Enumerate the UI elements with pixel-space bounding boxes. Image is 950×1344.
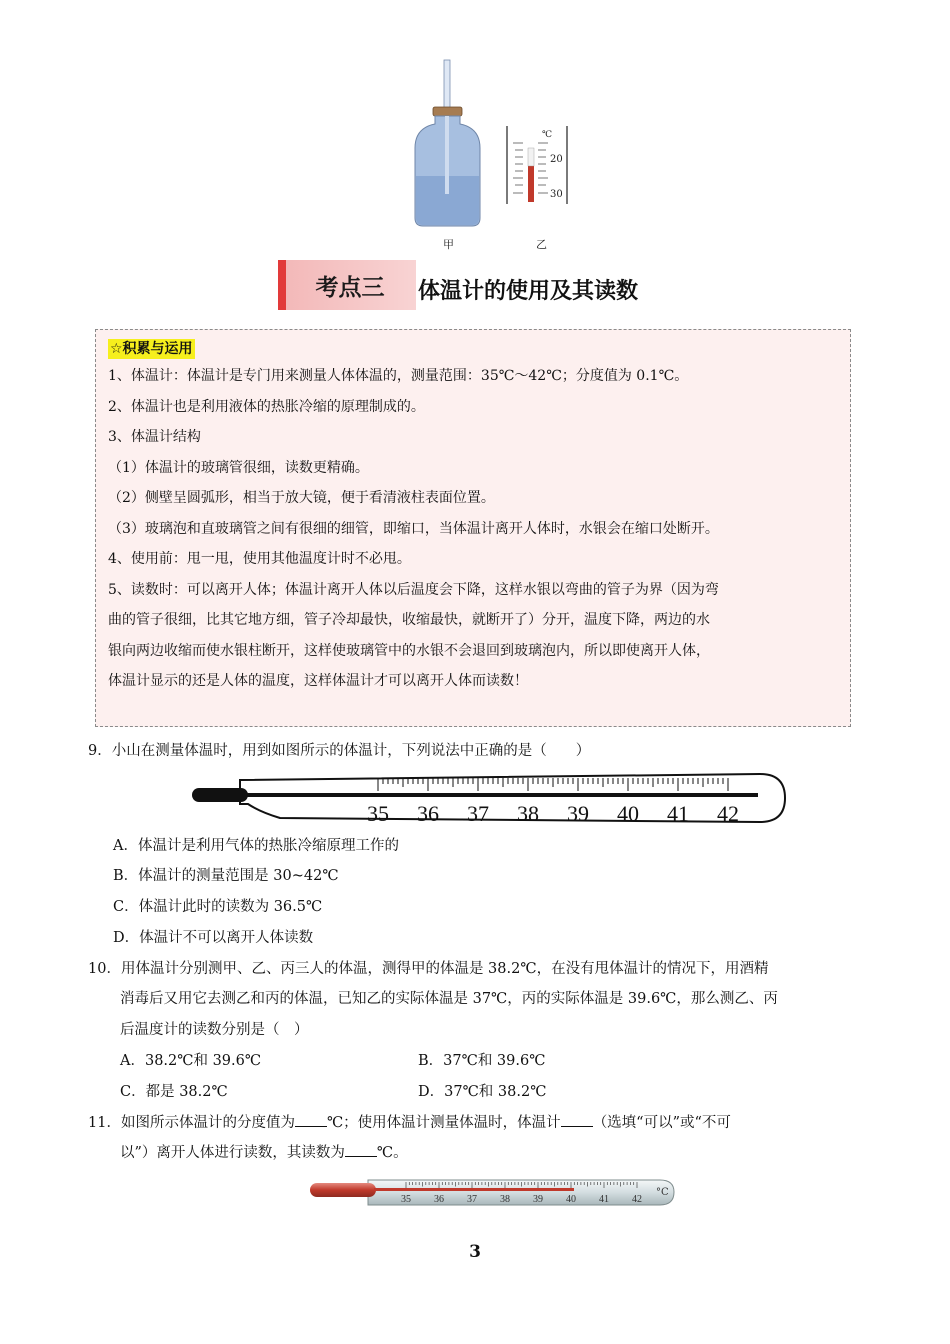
scale-label: 37 — [467, 1194, 477, 1205]
scale-label: 40 — [566, 1194, 576, 1205]
q9-option-a[interactable]: A．体温计是利用气体的热胀冷缩原理工作的 — [113, 838, 399, 854]
section-header — [278, 260, 698, 312]
knowledge-line-5: （2）侧壁呈圆弧形，相当于放大镜，便于看清液柱表面位置。 — [108, 490, 495, 506]
q10-option-c[interactable]: C．都是 38.2℃ — [120, 1084, 228, 1100]
q10-option-d[interactable]: D．37℃和 38.2℃ — [418, 1084, 547, 1100]
q10-stem-line1: 10．用体温计分别测甲、乙、丙三人的体温，测得甲的体温是 38.2℃，在没有甩体温计的情况下，用酒精 — [88, 961, 769, 977]
scale-label: 38 — [500, 1194, 510, 1205]
knowledge-line-1: 1、体温计：体温计是专门用来测量人体体温的，测量范围：35℃～42℃；分度值为 0.1℃。 — [108, 368, 689, 384]
q11-text-2b: ℃。 — [376, 1145, 408, 1161]
q9-option-b[interactable]: B．体温计的测量范围是 30~42℃ — [113, 868, 339, 884]
knowledge-line-6: （3）玻璃泡和直玻璃管之间有很细的细管，即缩口，当体温计离开人体时，水银会在缩口处断开。 — [108, 520, 719, 537]
clinical-thermometer-figure — [190, 768, 788, 828]
scale-label: 36 — [434, 1194, 444, 1205]
q9-option-d[interactable]: D．体温计不可以离开人体读数 — [113, 930, 314, 946]
knowledge-para5-line4: 体温计显示的还是人体的温度，这样体温计才可以离开人体而读数！ — [108, 673, 528, 689]
scale-label: 42 — [717, 801, 739, 826]
knowledge-line-3: 3、体温计结构 — [108, 429, 201, 445]
scale-label: 35 — [401, 1194, 411, 1205]
knowledge-para5-line2: 曲的管子很细，比其它地方细，管子冷却最快，收缩最快，就断开了）分开，温度下降，两边的水 — [108, 612, 710, 628]
scale-30: 30 — [550, 189, 563, 200]
knowledge-para5-line3: 银向两边收缩而使水银柱断开，这样使玻璃管中的水银不会退回到玻璃泡内，所以即使离开人体， — [108, 642, 710, 659]
knowledge-line-7: 4、使用前：甩一甩，使用其他温度计时不必甩。 — [108, 551, 411, 567]
knowledge-para5-line1: 5、读数时：可以离开人体；体温计离开人体以后温度会下降，这样水银以弯曲的管子为界（因为弯 — [108, 581, 719, 598]
knowledge-line-2: 2、体温计也是利用液体的热胀冷缩的原理制成的。 — [108, 398, 425, 415]
scale-20: 20 — [550, 154, 563, 165]
label-yi: 乙 — [536, 238, 547, 251]
q9-stem: 9．小山在测量体温时，用到如图所示的体温计，下列说法中正确的是（ ） — [88, 743, 591, 759]
q11-text-1c: （选填“可以”或“不可 — [592, 1115, 731, 1131]
scale-label: 35 — [367, 801, 389, 826]
q11-stem-line1 — [88, 1112, 731, 1134]
q10-option-b[interactable]: B．37℃和 39.6℃ — [418, 1053, 546, 1069]
scale-label: 40 — [617, 801, 639, 826]
scale-unit: ℃ — [542, 130, 553, 140]
q11-blank-3[interactable] — [345, 1142, 377, 1157]
knowledge-box — [95, 329, 851, 727]
scale-label: 36 — [417, 801, 439, 826]
thermo2-unit: °C — [656, 1187, 669, 1198]
q11-text-1a: 11．如图所示体温计的分度值为 — [88, 1115, 295, 1131]
q11-stem-line2 — [120, 1142, 408, 1164]
q10-stem-line2: 消毒后又用它去测乙和丙的体温，已知乙的实际体温是 37℃，丙的实际体温是 39.6℃，那么测乙、丙 — [120, 991, 778, 1007]
page-number: 3 — [469, 1242, 481, 1262]
scale-label: 39 — [567, 801, 589, 826]
knowledge-title: ☆积累与运用 — [110, 341, 193, 357]
scale-label: 41 — [599, 1194, 609, 1205]
label-jia: 甲 — [443, 238, 454, 251]
scale-label: 42 — [632, 1194, 642, 1205]
scale-label: 37 — [467, 801, 489, 826]
section-tag: 考点三 — [278, 260, 416, 310]
bottle-thermometer-figure — [405, 58, 585, 253]
scale-label: 38 — [517, 801, 539, 826]
q11-blank-2[interactable] — [561, 1112, 593, 1127]
color-thermometer-figure — [308, 1175, 678, 1211]
scale-label: 41 — [667, 801, 689, 826]
q10-option-a[interactable]: A．38.2℃和 39.6℃ — [120, 1053, 262, 1069]
knowledge-line-4: （1）体温计的玻璃管很细，读数更精确。 — [108, 459, 369, 476]
q11-blank-1[interactable] — [295, 1112, 327, 1127]
q9-option-c[interactable]: C．体温计此时的读数为 36.5℃ — [113, 899, 323, 915]
q10-stem-line3: 后温度计的读数分别是（ ） — [120, 1022, 309, 1038]
section-title: 体温计的使用及其读数 — [418, 279, 639, 304]
q11-text-2a: 以”）离开人体进行读数，其读数为 — [120, 1145, 345, 1161]
q11-text-1b: ℃；使用体温计测量体温时，体温计 — [326, 1115, 561, 1131]
scale-label: 39 — [533, 1194, 543, 1205]
